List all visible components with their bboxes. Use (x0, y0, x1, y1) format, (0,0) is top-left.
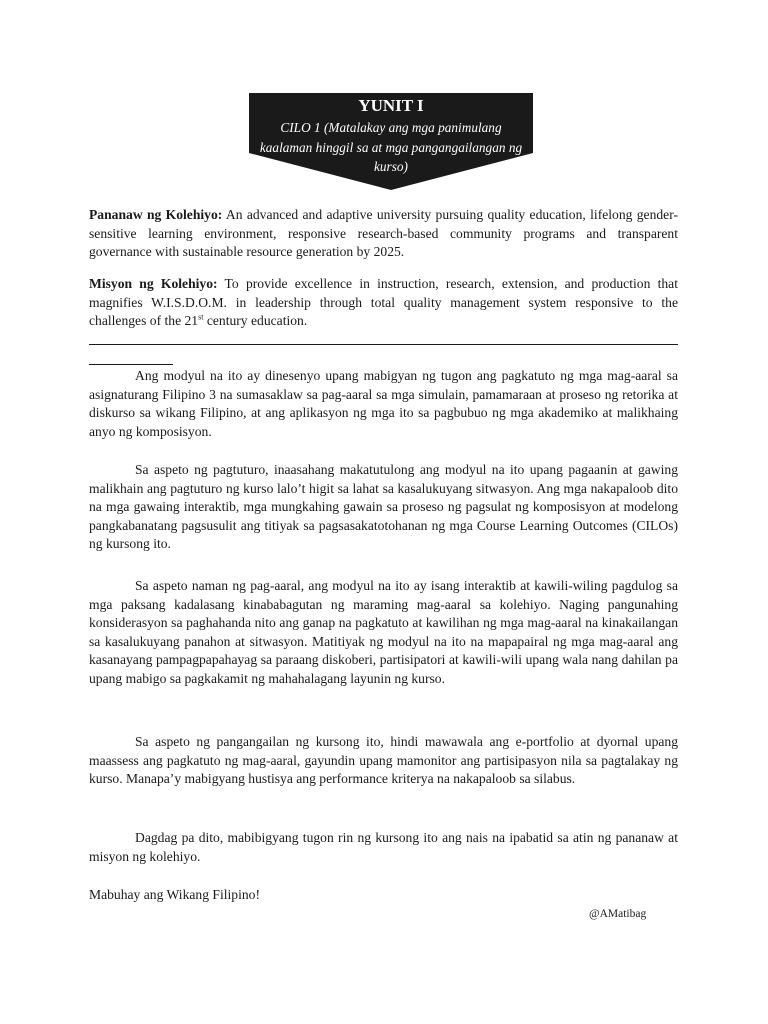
unit-banner (249, 93, 533, 190)
vision-label: Pananaw ng Kolehiyo: (89, 207, 223, 222)
intro-paragraph-2: Sa aspeto ng pagtuturo, inaasahang makatutulong ang modyul na ito upang pagaanin at gawing malikhain ang pagtuturo ng kurso lalo’t higit sa lahat sa kasalukuyang sitwasyon. Ang mga nakapaloob dito na mga gawaing interaktib, mga mungkahing gawain sa proseso ng pagsulat ng komposisyon at modelong pangkabanatang pagsusulit ang titiyak sa pagsasakatotohanan ng mga Course Learning Outcomes (CILOs) ng kursong ito. (89, 462, 678, 552)
vision-text: An advanced and adaptive university pursuing quality education, lifelong gender-sensitive learning environment, responsive research-based community programs and transparent governance with sustainable resource generation by 2025. (89, 207, 678, 260)
intro-paragraph-1: Ang modyul na ito ay dinesenyo upang mabigyan ng tugon ang pagkatuto ng mga mag-aaral sa asignaturang Filipino 3 na sumasaklaw sa pag-aaral sa mga simulain, pamamaraan at proseso ng retorika at diskurso sa wikang Filipino, at ang aplikasyon ng mga ito sa pagbubuo ng mga akademiko at malikhaing anyo ng komposisyon. (89, 368, 678, 439)
unit-title: YUNIT I (358, 96, 424, 115)
intro-paragraph-4: Sa aspeto ng pangangailan ng kursong ito, hindi mawawala ang e-portfolio at dyornal upang maassess ang pagkatuto ng mag-aaral, gayundin upang mamonitor ang partisipasyon nila sa pagtalakay ng kurso. Manapa’y mabigyang hustisya ang performance kriterya na nakapaloob sa silabus. (89, 734, 678, 787)
closing-line: Mabuhay ang Wikang Filipino! (89, 887, 260, 902)
intro-paragraph-3: Sa aspeto naman ng pag-aaral, ang modyul na ito ay isang interaktib at kawili-wiling pagdulog sa mga paksang kadalasang kinababagutan ng maraming mag-aaral sa kolehiyo. Naging pangunahing konsiderasyon sa paghahanda nito ang ganap na pagkatuto at kawilihan ng mga mag-aaral na kinakailangan sa kasalukuyang panahon at sitwasyon. Matitiyak ng modyul na ito na mapapairal ng mga mag-aaral ang kasanayang pampagpapahayag sa paraang diskoberi, partisipatori at kawili-wili upang wala nang dahilan pa upang mabigo sa pagkakamit ng mahahalagang layunin ng kurso. (89, 578, 678, 686)
divider-line (89, 344, 678, 345)
mission-text-end: century education. (203, 313, 308, 329)
mission-superscript: st (198, 312, 204, 322)
college-mission (89, 275, 678, 331)
author-signature: @AMatibag (589, 908, 647, 920)
mission-label: Misyon ng Kolehiyo: (89, 276, 218, 291)
intro-paragraph-5: Dagdag pa dito, mabibigyang tugon rin ng kursong ito ang nais na ipabatid sa atin ng pananaw at misyon ng kolehiyo. (89, 830, 678, 864)
divider-line-short (89, 364, 173, 365)
cilo-subtitle: CILO 1 (Matalakay ang mga panimulang kaalaman hinggil sa at mga pangangailangan ng kurso) (259, 120, 523, 174)
mission-text: To provide excellence in instruction, research, extension, and production that magnifies W.I.S.D.O.M. in leadership through total quality management system responsive to the challenges of the 21 (89, 276, 678, 329)
college-vision (89, 206, 678, 262)
